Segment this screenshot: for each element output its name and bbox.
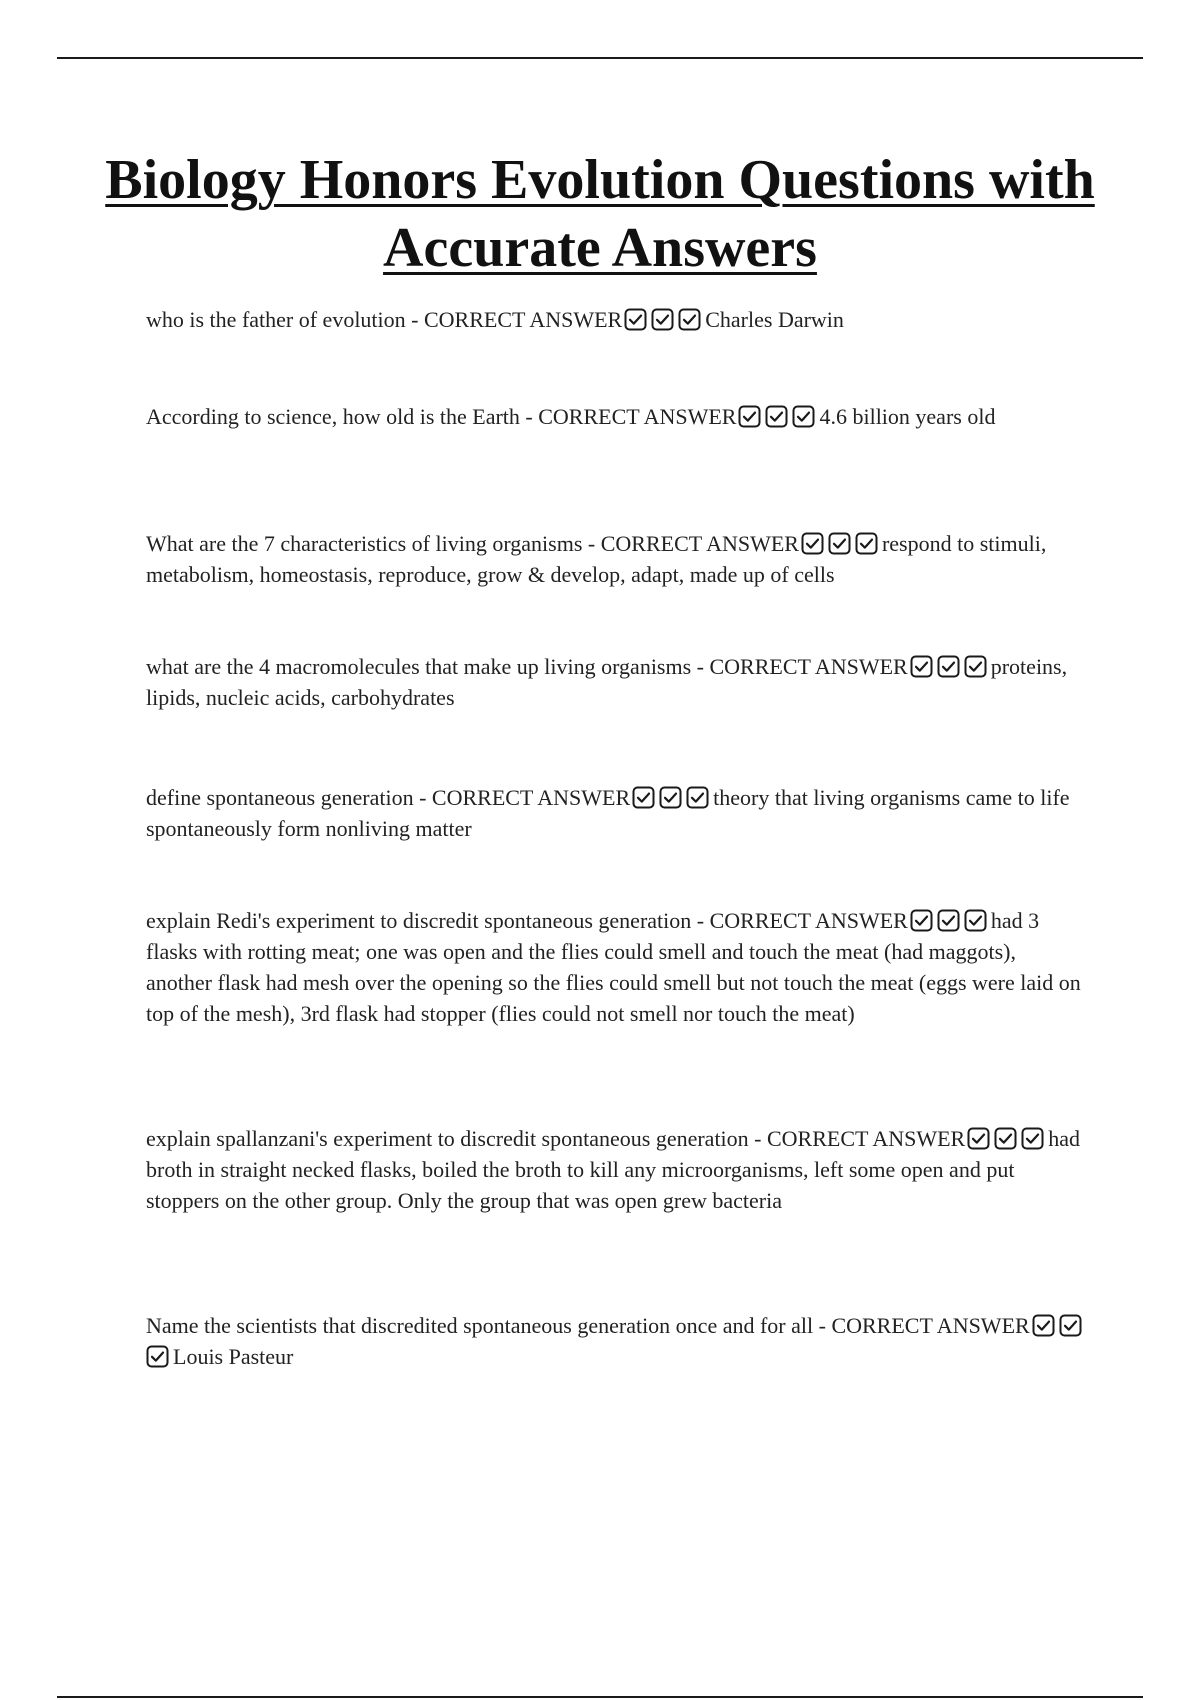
question-text: What are the 7 characteristics of living organisms bbox=[146, 531, 583, 556]
qa-item-3 bbox=[146, 528, 1086, 590]
checkbox-checked-icon bbox=[624, 308, 647, 331]
qa-item-6 bbox=[146, 905, 1086, 1029]
top-rule bbox=[57, 57, 1143, 59]
question-text: define spontaneous generation bbox=[146, 785, 414, 810]
check-icons bbox=[965, 1126, 1048, 1151]
answer-text: respond to stimuli, metabolism, homeostasis, reproduce, grow & develop, adapt, made up of cells bbox=[146, 531, 1047, 587]
check-icons bbox=[622, 307, 705, 332]
question-text: Name the scientists that discredited spontaneous generation once and for all bbox=[146, 1313, 814, 1338]
checkbox-checked-icon bbox=[855, 532, 878, 555]
checkbox-checked-icon bbox=[828, 532, 851, 555]
qa-item-5 bbox=[146, 782, 1086, 844]
answer-text: 4.6 billion years old bbox=[819, 404, 996, 429]
checkbox-checked-icon bbox=[964, 909, 987, 932]
checkbox-checked-icon bbox=[146, 1345, 169, 1368]
checkbox-checked-icon bbox=[792, 405, 815, 428]
checkbox-checked-icon bbox=[967, 1127, 990, 1150]
question-text: explain spallanzani's experiment to discredit spontaneous generation bbox=[146, 1126, 749, 1151]
checkbox-checked-icon bbox=[686, 786, 709, 809]
answer-text: Charles Darwin bbox=[705, 307, 844, 332]
qa-item-7 bbox=[146, 1123, 1086, 1216]
checkbox-checked-icon bbox=[994, 1127, 1017, 1150]
qa-item-2 bbox=[146, 401, 1086, 432]
checkbox-checked-icon bbox=[651, 308, 674, 331]
checkbox-checked-icon bbox=[937, 655, 960, 678]
bottom-rule bbox=[57, 1696, 1143, 1698]
answer-marker: - CORRECT ANSWER bbox=[691, 654, 908, 679]
answer-marker: - CORRECT ANSWER bbox=[413, 785, 631, 810]
checkbox-checked-icon bbox=[910, 655, 933, 678]
check-icons bbox=[908, 908, 991, 933]
question-text: who is the father of evolution bbox=[146, 307, 406, 332]
answer-marker: - CORRECT ANSWER bbox=[582, 531, 799, 556]
checkbox-checked-icon bbox=[765, 405, 788, 428]
checkbox-checked-icon bbox=[801, 532, 824, 555]
answer-marker: - CORRECT ANSWER bbox=[405, 307, 623, 332]
check-icons bbox=[799, 531, 882, 556]
checkbox-checked-icon bbox=[678, 308, 701, 331]
checkbox-checked-icon bbox=[1032, 1314, 1055, 1337]
checkbox-checked-icon bbox=[659, 786, 682, 809]
question-text: According to science, how old is the Earth bbox=[146, 404, 520, 429]
answer-marker: - CORRECT ANSWER bbox=[519, 404, 737, 429]
answer-text: Louis Pasteur bbox=[173, 1344, 294, 1369]
question-text: explain Redi's experiment to discredit spontaneous generation bbox=[146, 908, 692, 933]
title-block bbox=[100, 146, 1100, 282]
check-icons bbox=[630, 785, 713, 810]
checkbox-checked-icon bbox=[632, 786, 655, 809]
checkbox-checked-icon bbox=[964, 655, 987, 678]
checkbox-checked-icon bbox=[1059, 1314, 1082, 1337]
answer-text: theory that living organisms came to life spontaneously form nonliving matter bbox=[146, 785, 1070, 841]
answer-marker: - CORRECT ANSWER bbox=[691, 908, 908, 933]
answer-text: had broth in straight necked flasks, boiled the broth to kill any microorganisms, left some open and put stoppers on the other group. Only the group that was open grew bacteria bbox=[146, 1126, 1080, 1213]
qa-item-1 bbox=[146, 304, 1086, 335]
check-icons bbox=[908, 654, 991, 679]
answer-text: had 3 flasks with rotting meat; one was open and the flies could smell and touch the meat (had maggots), another flask had mesh over the opening so the flies could smell but not touch the meat (eggs were laid on top of the mesh), 3rd flask had stopper (flies could not smell nor touch the meat) bbox=[146, 908, 1081, 1026]
document-title: Biology Honors Evolution Questions with Accurate Answers bbox=[105, 149, 1095, 279]
question-text: what are the 4 macromolecules that make up living organisms bbox=[146, 654, 692, 679]
checkbox-checked-icon bbox=[937, 909, 960, 932]
checkbox-checked-icon bbox=[1021, 1127, 1044, 1150]
qa-item-4 bbox=[146, 651, 1086, 713]
answer-marker: - CORRECT ANSWER bbox=[813, 1313, 1030, 1338]
checkbox-checked-icon bbox=[738, 405, 761, 428]
qa-item-8 bbox=[146, 1310, 1086, 1372]
checkbox-checked-icon bbox=[910, 909, 933, 932]
check-icons bbox=[736, 404, 819, 429]
answer-text: proteins, lipids, nucleic acids, carbohydrates bbox=[146, 654, 1068, 710]
answer-marker: - CORRECT ANSWER bbox=[748, 1126, 966, 1151]
